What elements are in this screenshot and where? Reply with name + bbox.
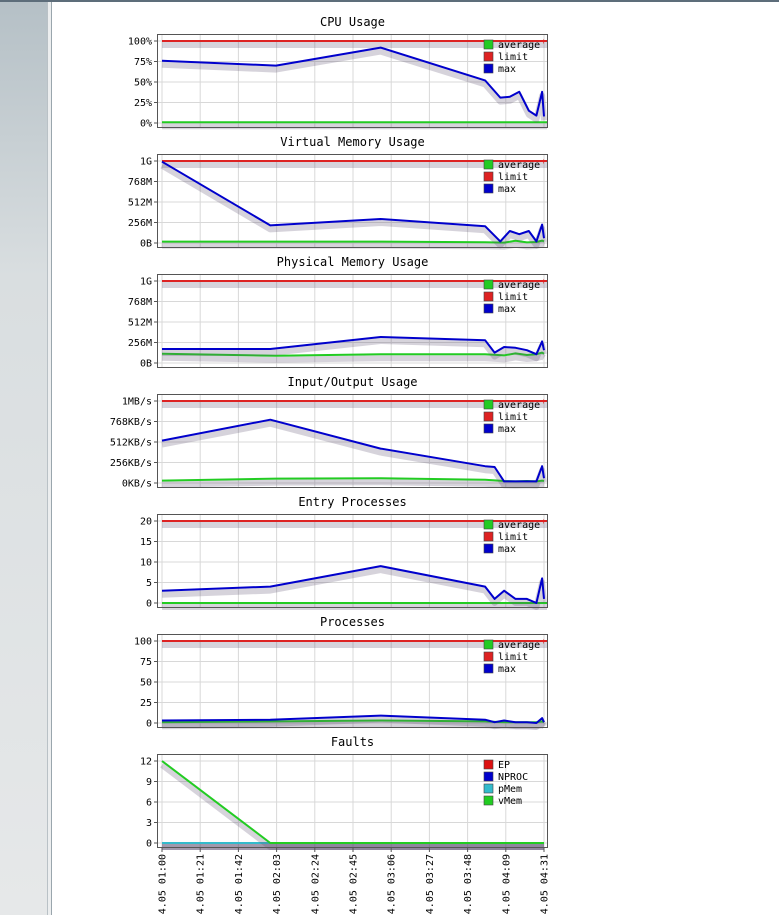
chart-title: Entry Processes [298, 495, 407, 509]
legend-label-average: average [498, 160, 541, 171]
legend-label-limit: limit [498, 172, 529, 183]
legend-swatch-nproc [484, 772, 493, 781]
y-tick-label: 0B [139, 238, 152, 250]
y-tick-label: 75% [133, 57, 152, 68]
y-tick-label: 100 [133, 636, 152, 648]
legend-swatch-average [484, 400, 493, 409]
legend-swatch-average [484, 640, 493, 649]
legend-label-average: average [498, 520, 541, 531]
chart-title: Physical Memory Usage [276, 255, 429, 269]
y-tick-label: 25% [133, 98, 152, 109]
x-tick-label: 4.05 01:00 [157, 854, 169, 915]
y-tick-label: 512M [127, 197, 152, 209]
y-tick-label: 768KB/s [109, 417, 152, 428]
y-tick-label: 256M [127, 218, 152, 229]
y-tick-label: 0 [145, 598, 152, 610]
legend-marker: + [541, 637, 546, 646]
y-tick-label: 1MB/s [121, 396, 152, 408]
y-tick-label: 75 [139, 657, 152, 668]
legend-marker: + [541, 157, 546, 166]
x-tick-label: 4.05 02:45 [348, 854, 360, 915]
y-tick-label: 768M [127, 177, 152, 188]
legend-label-nproc: NPROC [498, 772, 529, 783]
y-tick-label: 3 [145, 818, 152, 829]
y-tick-label: 25 [139, 698, 152, 709]
y-tick-label: 512KB/s [109, 437, 152, 449]
faults-chart [140, 735, 551, 914]
entry-processes-chart [140, 495, 656, 610]
legend-swatch-max [484, 664, 493, 673]
chart-title: Input/Output Usage [287, 375, 418, 389]
legend-label-average: average [498, 400, 541, 411]
y-tick-label: 0 [145, 718, 152, 730]
legend-label-max: max [498, 184, 517, 195]
y-tick-label: 15 [139, 537, 152, 548]
y-tick-label: 50% [133, 77, 152, 89]
legend-swatch-pmem [484, 784, 493, 793]
x-tick-label: 4.05 04:09 [501, 854, 513, 915]
legend-label-max: max [498, 304, 517, 315]
y-tick-label: 6 [145, 797, 152, 809]
legend-swatch-max [484, 424, 493, 433]
y-tick-label: 9 [145, 777, 152, 788]
y-tick-label: 0B [139, 358, 152, 370]
y-tick-label: 50 [139, 677, 152, 689]
y-tick-label: 12 [139, 756, 152, 768]
y-tick-label: 10 [139, 557, 152, 569]
legend-swatch-average [484, 520, 493, 529]
legend-swatch-max [484, 64, 493, 73]
virtual-memory-usage-chart [128, 135, 599, 250]
legend-swatch-limit [484, 412, 493, 421]
legend-swatch-max [484, 304, 493, 313]
x-axis [158, 848, 551, 914]
chart-title: Faults [330, 735, 375, 749]
y-tick-label: 5 [145, 578, 152, 589]
y-tick-label: 256KB/s [109, 458, 152, 469]
legend-swatch-average [484, 280, 493, 289]
chart-title: Virtual Memory Usage [280, 135, 425, 149]
legend-swatch-limit [484, 532, 493, 541]
legend-label-limit: limit [498, 532, 529, 543]
x-tick-label: 4.05 01:21 [195, 854, 207, 915]
legend-swatch-max [484, 544, 493, 553]
series-shadow-average [162, 357, 544, 360]
x-tick-label: 4.05 03:48 [463, 854, 475, 915]
legend-swatch-vmem [484, 796, 493, 805]
legend-marker: + [541, 37, 546, 46]
y-tick-label: 768M [127, 297, 152, 308]
legend-label-average: average [498, 640, 541, 651]
legend-swatch-average [484, 160, 493, 169]
legend-label-limit: limit [498, 292, 529, 303]
legend-swatch-limit [484, 292, 493, 301]
legend-label-average: average [498, 40, 541, 51]
y-tick-label: 1G [139, 276, 152, 288]
x-tick-label: 4.05 03:06 [386, 854, 398, 915]
input-output-usage-chart [110, 375, 599, 490]
chart-title: Processes [319, 615, 386, 629]
x-tick-label: 4.05 03:27 [424, 854, 436, 915]
legend-swatch-ep [484, 760, 493, 769]
y-tick-label: 0KB/s [121, 478, 152, 490]
legend-label-pmem: pMem [498, 784, 523, 795]
y-tick-label: 100% [127, 36, 152, 48]
legend-label-max: max [498, 424, 517, 435]
legend-label-max: max [498, 64, 517, 75]
legend-label-ep: EP [498, 760, 511, 771]
legend-swatch-limit [484, 652, 493, 661]
legend-label-vmem: vMem [498, 796, 523, 807]
legend-label-average: average [498, 280, 541, 291]
series-shadow-average [162, 245, 544, 247]
chart-title: CPU Usage [319, 15, 386, 29]
legend-label-limit: limit [498, 52, 529, 63]
y-tick-label: 1G [139, 156, 152, 168]
x-tick-label: 4.05 04:31 [539, 854, 551, 915]
x-tick-label: 4.05 01:42 [233, 854, 245, 915]
legend-marker: + [541, 517, 546, 526]
legend-swatch-max [484, 184, 493, 193]
legend-label-max: max [498, 544, 517, 555]
legend-swatch-average [484, 40, 493, 49]
x-tick-label: 4.05 02:03 [272, 854, 284, 915]
y-tick-label: 256M [127, 338, 152, 349]
y-tick-label: 512M [127, 317, 152, 329]
physical-memory-usage-chart [128, 255, 599, 370]
y-tick-label: 0 [145, 838, 152, 850]
legend-label-limit: limit [498, 652, 529, 663]
x-tick-label: 4.05 02:24 [310, 854, 322, 915]
legend-swatch-limit [484, 172, 493, 181]
series-shadow-average [162, 482, 544, 485]
cpu-usage-chart [128, 15, 656, 130]
processes-chart [134, 615, 599, 730]
legend-label-max: max [498, 664, 517, 675]
legend-marker: + [541, 397, 546, 406]
y-tick-label: 0% [139, 118, 152, 130]
legend-label-limit: limit [498, 412, 529, 423]
legend-marker: + [541, 277, 546, 286]
y-tick-label: 20 [139, 516, 152, 528]
legend-swatch-limit [484, 52, 493, 61]
